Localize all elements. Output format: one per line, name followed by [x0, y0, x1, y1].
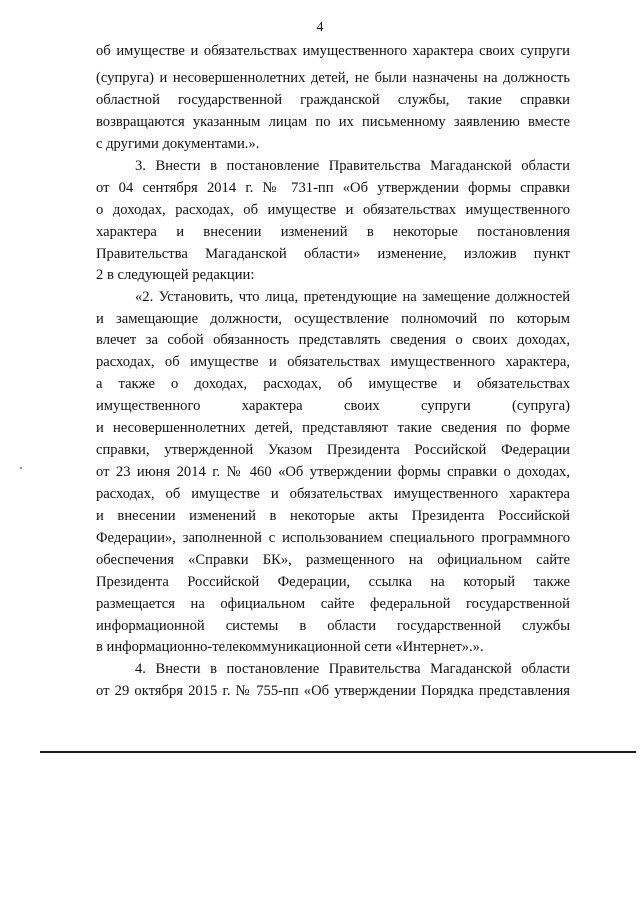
text-line: об имуществе и обязательствах имущественного характера своих супруги — [96, 43, 570, 59]
text-line: расходах, об имуществе и обязательствах имущественного характера — [96, 486, 570, 502]
text-line: и замещающие должности, осуществление полномочий по которым — [96, 311, 570, 327]
text-line: областной государственной гражданской службы, такие справки — [96, 92, 570, 108]
text-line: (супруга) и несовершеннолетних детей, не были назначены на должность — [96, 70, 570, 86]
page-bottom-rule — [40, 751, 636, 753]
text-line: от 23 июня 2014 г. № 460 «Об утверждении формы справки о доходах, — [96, 464, 570, 480]
text-line: справки, утвержденной Указом Президента Российской Федерации — [96, 442, 570, 458]
text-line: «2. Установить, что лица, претендующие на замещение должностей — [135, 289, 570, 305]
text-line: от 29 октября 2015 г. № 755-пп «Об утверждении Порядка представления — [96, 683, 570, 699]
text-line: Правительства Магаданской области» изменение, изложив пункт — [96, 246, 570, 262]
text-line: Президента Российской Федерации, ссылка на который также — [96, 574, 570, 590]
text-line: 2 в следующей редакции: — [96, 267, 255, 283]
text-line: размещается на официальном сайте федеральной государственной — [96, 596, 570, 612]
text-line: и внесении изменений в некоторые акты Президента Российской — [96, 508, 570, 524]
text-line: Федерации», заполненной с использованием специального программного — [96, 530, 570, 546]
text-line: 3. Внести в постановление Правительства Магаданской области — [135, 158, 570, 174]
text-line: о доходах, расходах, об имуществе и обязательствах имущественного — [96, 202, 570, 218]
scan-speck — [20, 467, 22, 469]
text-line: характера и внесении изменений в некоторые постановления — [96, 224, 570, 240]
text-line: а также о доходах, расходах, об имуществе и обязательствах — [96, 376, 570, 392]
text-line: расходах, об имуществе и обязательствах имущественного характера, — [96, 354, 570, 370]
text-line: с другими документами.». — [96, 136, 260, 152]
page-number: 4 — [316, 20, 324, 35]
text-line: влечет за собой обязанность представлять сведения о своих доходах, — [96, 332, 570, 348]
text-line: и несовершеннолетних детей, представляют такие сведения по форме — [96, 420, 570, 436]
text-line: возвращаются указанным лицам по их письменному заявлению вместе — [96, 114, 570, 130]
text-line: имущественного характера своих супруги (супруга) — [96, 398, 570, 414]
text-line: в информационно-телекоммуникационной сети «Интернет».». — [96, 639, 484, 655]
text-line: от 04 сентября 2014 г. № 731-пп «Об утверждении формы справки — [96, 180, 570, 196]
text-line: информационной системы в области государственной службы — [96, 618, 570, 634]
text-line: обеспечения «Справки БК», размещенного на официальном сайте — [96, 552, 570, 568]
text-line: 4. Внести в постановление Правительства Магаданской области — [135, 661, 570, 677]
